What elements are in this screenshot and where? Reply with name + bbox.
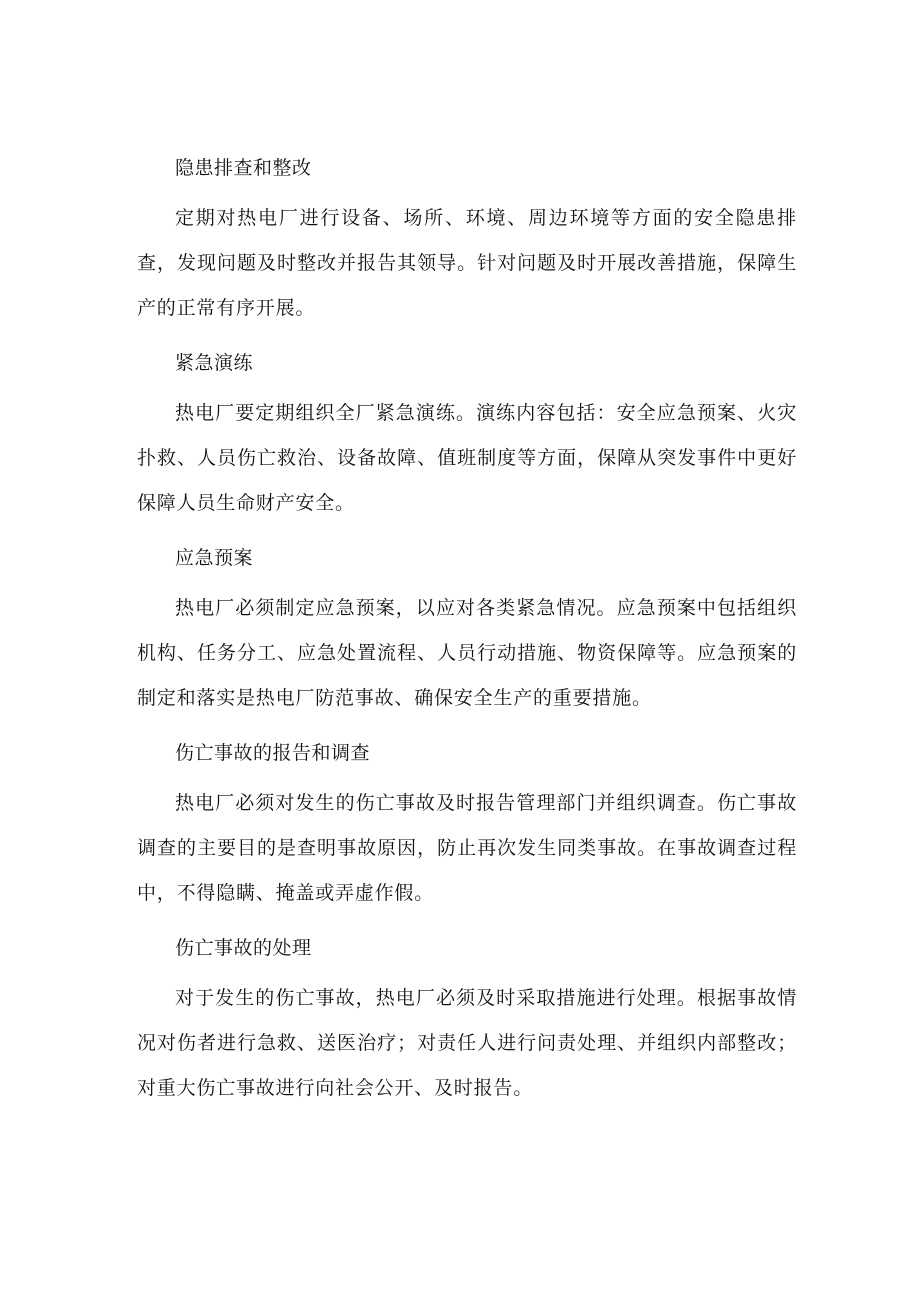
section-body-accident-report: 热电厂必须对发生的伤亡事故及时报告管理部门并组织调查。伤亡事故调查的主要目的是查明事故原因，防止再次发生同类事故。在事故调查过程中，不得隐瞒、掩盖或弄虚作假。	[137, 792, 797, 904]
section-heading-hazard-inspection: 隐患排查和整改	[175, 157, 312, 179]
section-body-accident-handling: 对于发生的伤亡事故，热电厂必须及时采取措施进行处理。根据事故情况对伤者进行急救、送医治疗；对责任人进行问责处理、并组织内部整改；对重大伤亡事故进行向社会公开、及时报告。	[137, 987, 797, 1099]
section-body-emergency-plan: 热电厂必须制定应急预案，以应对各类紧急情况。应急预案中包括组织机构、任务分工、应急处置流程、人员行动措施、物资保障等。应急预案的制定和落实是热电厂防范事故、确保安全生产的重要措施。	[137, 597, 797, 709]
section-body-emergency-drill: 热电厂要定期组织全厂紧急演练。演练内容包括：安全应急预案、火灾扑救、人员伤亡救治、设备故障、值班制度等方面，保障从突发事件中更好保障人员生命财产安全。	[137, 402, 797, 514]
document-content	[137, 150, 797, 1125]
section-heading-accident-report: 伤亡事故的报告和调查	[175, 742, 371, 764]
section-body-hazard-inspection: 定期对热电厂进行设备、场所、环境、周边环境等方面的安全隐患排查，发现问题及时整改并报告其领导。针对问题及时开展改善措施，保障生产的正常有序开展。	[137, 207, 797, 319]
section-heading-accident-handling: 伤亡事故的处理	[175, 937, 312, 959]
section-heading-emergency-plan: 应急预案	[175, 547, 254, 569]
section-heading-emergency-drill: 紧急演练	[175, 352, 254, 374]
